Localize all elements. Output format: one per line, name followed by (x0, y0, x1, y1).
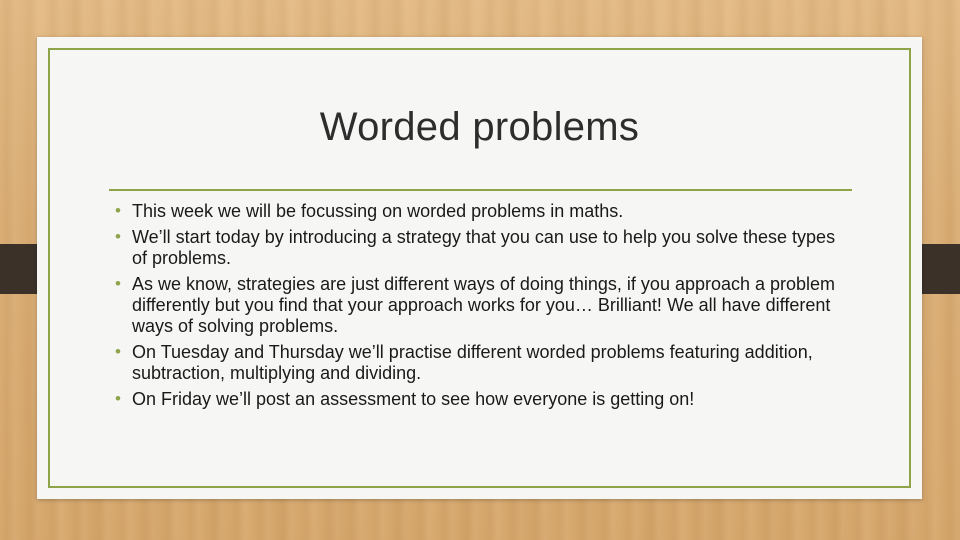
bullet-icon: • (115, 342, 121, 361)
slide-title: Worded problems (319, 105, 640, 149)
bullet-icon: • (115, 227, 121, 246)
bullet-icon: • (115, 274, 121, 293)
bullet-text: On Tuesday and Thursday we’ll practise different worded problems featuring addition, subtraction, multiplying and dividing. (132, 342, 813, 383)
bullet-text: On Friday we’ll post an assessment to see how everyone is getting on! (132, 389, 695, 409)
bullet-text: We’ll start today by introducing a strategy that you can use to help you solve these types of problems. (132, 227, 836, 268)
bullet-text: As we know, strategies are just different ways of doing things, if you approach a problem differently but you find that your approach works for you… Brilliant! We all have different ways of solving problems. (132, 274, 836, 336)
bullet-text: This week we will be focussing on worded problems in maths. (132, 201, 624, 221)
bullet-item (115, 227, 845, 269)
bullet-icon: • (115, 389, 121, 408)
bullet-icon: • (115, 201, 121, 220)
bullet-item (115, 201, 845, 222)
bullet-item (115, 342, 845, 384)
title-divider (109, 189, 852, 191)
bullet-list (115, 201, 845, 415)
bullet-item (115, 274, 845, 337)
slide-card (37, 37, 922, 499)
bullet-item (115, 389, 845, 410)
